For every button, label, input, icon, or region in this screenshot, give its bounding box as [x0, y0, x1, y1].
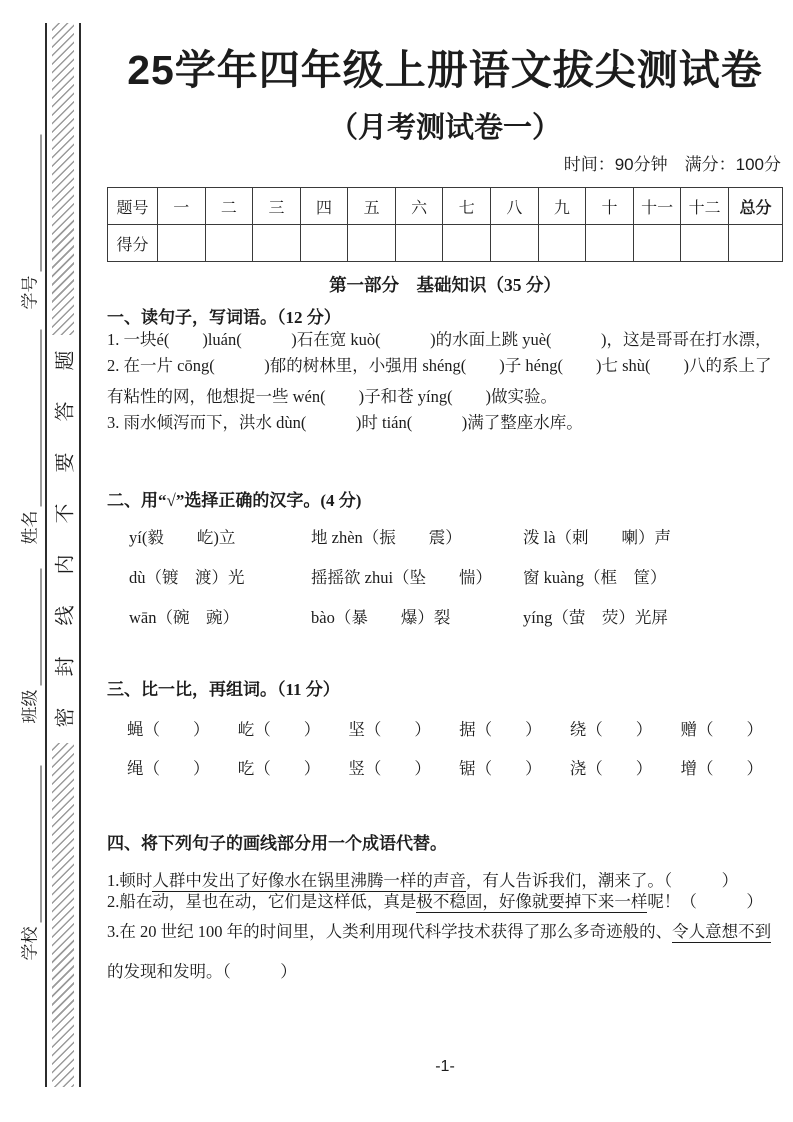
page-subtitle: （月考测试卷一）: [328, 112, 561, 144]
score-table-score-row: [108, 225, 783, 262]
student-field-school: [20, 766, 42, 961]
student-field-blank: [27, 569, 42, 686]
hanzi-choice-item: yíng（萤 荧）光屏: [523, 608, 668, 627]
score-header-cell: 八: [491, 188, 539, 225]
hanzi-choice-item: yí(毅 屹)立: [129, 528, 236, 547]
seal-char: 题: [54, 350, 77, 371]
hanzi-choice-item: 地 zhèn（振 震）: [311, 528, 462, 547]
section4-item-1: [107, 870, 783, 891]
seal-char: 密: [54, 707, 77, 728]
student-field-label: 学号: [20, 275, 40, 310]
student-field-label: 姓名: [20, 510, 40, 545]
section1-item-2: 2. 在一片 cōng( )郁的树林里，小强用 shéng( )子 héng( )七 shù( )八的系上了有粘性的网，他想捉一些 wén( )子和苍 yíng( )做实验。: [107, 356, 772, 406]
seal-char: 线: [54, 605, 77, 626]
word-blank-item: 屹（ ）: [237, 720, 321, 739]
sentence-text: 2.船在动，星也在动，它们是这样低，真是: [107, 892, 417, 911]
score-cell: [586, 225, 634, 262]
score-cell: [443, 225, 491, 262]
score-header-cell: 六: [395, 188, 443, 225]
sentence-text: 1.顿时: [107, 871, 153, 890]
word-blank-item: 浇（ ）: [569, 759, 653, 778]
word-blank-item: 据（ ）: [459, 720, 542, 739]
section2-items: [107, 527, 783, 628]
part1-heading: 第一部分 基础知识（35 分）: [329, 275, 561, 295]
page-title: 25学年四年级上册语文拔尖测试卷: [127, 47, 763, 93]
hanzi-choice-item: 摇摇欲 zhui（坠 惴）: [311, 568, 493, 587]
word-blank-item: 锯（ ）: [459, 759, 542, 778]
score-header-cell: 十二: [681, 188, 729, 225]
score-header-cell: 九: [538, 188, 586, 225]
underlined-phrase: 令人意想不到: [672, 922, 772, 941]
underlined-phrase: 人群中发出了好像水在锅里沸腾一样的声音: [152, 871, 466, 890]
seal-char: 内: [54, 554, 77, 575]
word-blank-item: 竖（ ）: [348, 759, 431, 778]
seal-hatch-top: [52, 23, 74, 335]
score-cell: [348, 225, 396, 262]
exam-paper: [107, 0, 783, 992]
section3-row-1: [127, 719, 763, 740]
hanzi-choice-item: dù（镀 渡）光: [129, 568, 245, 587]
word-blank-item: 绕（ ）: [569, 720, 653, 739]
score-table: [107, 187, 783, 262]
student-field-blank: [27, 135, 42, 272]
section4-heading: 四、将下列句子的画线部分用一个成语代替。: [107, 834, 447, 853]
score-header-cell: 十一: [633, 188, 681, 225]
score-cell: [253, 225, 301, 262]
student-field-number: [20, 135, 42, 310]
hanzi-choice-item: 窗 kuàng（框 筐）: [523, 568, 667, 587]
section1-heading: 一、读句子，写词语。（12 分）: [107, 308, 341, 327]
score-cell: [158, 225, 206, 262]
score-table-header-row: [108, 188, 783, 225]
seal-char: 不: [54, 503, 77, 524]
sentence-text: 呢！（ ）: [647, 892, 763, 911]
seal-hatch-bottom: [52, 743, 74, 1087]
score-header-cell: 三: [253, 188, 301, 225]
score-cell: [538, 225, 586, 262]
seal-line-band: [45, 23, 81, 1087]
section1-item-1: 1. 一块é( )luán( )石在宽 kuò( )的水面上跳 yuè( )，这是哥哥在打水漂，: [107, 330, 772, 349]
score-header-cell: 七: [443, 188, 491, 225]
student-field-name: [20, 330, 42, 545]
score-header-cell: 一: [158, 188, 206, 225]
score-cell: [300, 225, 348, 262]
hanzi-choice-item: 泼 là（刺 喇）声: [523, 528, 672, 547]
word-blank-item: 蝇（ ）: [127, 720, 210, 739]
seal-char: 要: [54, 452, 77, 473]
word-blank-item: 赠（ ）: [680, 720, 763, 739]
seal-char: 封: [54, 656, 77, 677]
section4-item-3: [107, 912, 783, 992]
word-blank-item: 吃（ ）: [237, 759, 321, 778]
score-cell: [729, 225, 783, 262]
hanzi-choice-item: bào（暴 爆）裂: [311, 608, 451, 627]
hanzi-choice-item: wān（碗 豌）: [129, 608, 239, 627]
score-cell: [633, 225, 681, 262]
word-blank-item: 坚（ ）: [348, 720, 431, 739]
seal-line-text: [53, 335, 77, 743]
word-blank-item: 增（ ）: [680, 759, 763, 778]
score-header-cell: 五: [348, 188, 396, 225]
score-cell: [491, 225, 539, 262]
section3-row-2: [127, 758, 763, 779]
seal-char: 答: [54, 401, 77, 422]
section1-item-3: 3. 雨水倾泻而下，洪水 dùn( )时 tián( )满了整座水库。: [107, 413, 583, 432]
student-field-blank: [27, 766, 42, 923]
score-header-cell: 题号: [108, 188, 158, 225]
score-cell: [205, 225, 253, 262]
score-header-cell: 四: [300, 188, 348, 225]
student-field-blank: [27, 330, 42, 507]
page-number: -1-: [435, 1058, 455, 1075]
sentence-text: 3.在 20 世纪 100 年的时间里，人类利用现代科学技术获得了那么多奇迹般的、: [107, 922, 673, 941]
score-header-cell: 十: [586, 188, 634, 225]
underlined-phrase: 极不稳固，好像就要掉下来一样: [416, 892, 648, 911]
score-header-cell-total: 总分: [729, 188, 783, 225]
exam-time-score-info: 时间：90分钟 满分：100分: [563, 155, 781, 174]
sentence-text: ，有人告诉我们，潮来了。（ ）: [465, 871, 739, 890]
score-row-label: 得分: [108, 225, 158, 262]
word-blank-item: 绳（ ）: [127, 759, 210, 778]
section2-heading: 二、用“√”选择正确的汉字。(4 分): [107, 491, 362, 510]
score-cell: [395, 225, 443, 262]
section3-heading: 三、比一比，再组词。（11 分）: [107, 680, 340, 699]
section4-item-2: [107, 891, 783, 912]
sentence-text: 的发现和发明。（ ）: [107, 962, 297, 981]
student-field-label: 学校: [20, 926, 40, 961]
student-field-label: 班级: [20, 689, 40, 724]
student-field-class: [20, 569, 42, 724]
score-header-cell: 二: [205, 188, 253, 225]
score-cell: [681, 225, 729, 262]
